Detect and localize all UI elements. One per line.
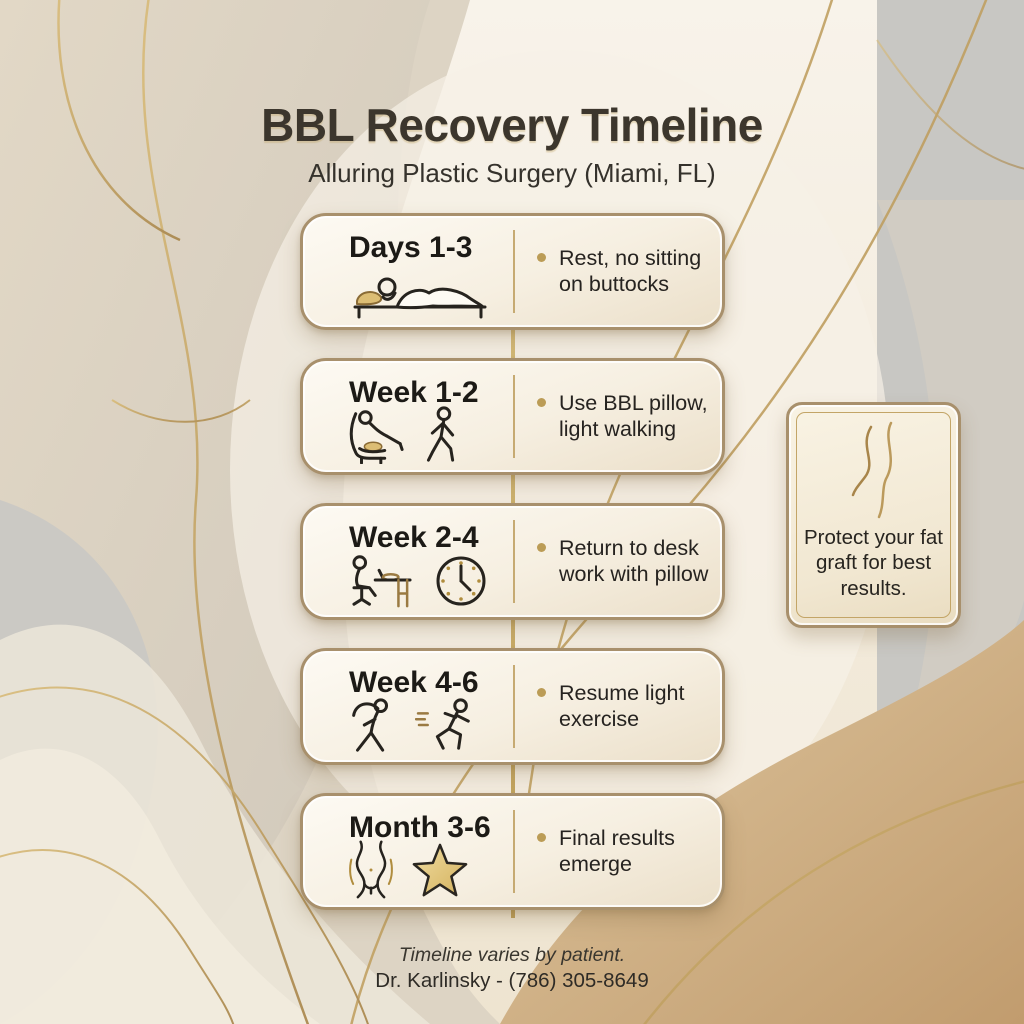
recliner-pillow-icon <box>345 406 407 464</box>
footer-disclaimer: Timeline varies by patient. <box>398 944 626 966</box>
note-text: Resume light exercise <box>559 681 685 731</box>
note-text: Final results emerge <box>559 826 675 876</box>
timeline-card-week-4-6 <box>300 648 725 765</box>
period-label: Week 4-6 <box>349 666 479 699</box>
body-curves-icon <box>838 421 910 521</box>
running-icon <box>415 696 481 754</box>
clock-icon <box>433 553 489 609</box>
bullet-dot <box>537 543 546 552</box>
period-label: Days 1-3 <box>349 231 473 264</box>
card-divider <box>513 375 515 458</box>
period-label: Month 3-6 <box>349 811 491 844</box>
desk-work-icon <box>345 551 419 609</box>
star-icon <box>411 843 469 899</box>
bullet-dot <box>537 688 546 697</box>
footer-contact: Dr. Karlinsky - (786) 305-8649 <box>375 969 649 992</box>
period-label: Week 2-4 <box>349 521 479 554</box>
note-text: Return to desk work with pillow <box>559 536 709 586</box>
card-divider <box>513 665 515 748</box>
bullet-dot <box>537 833 546 842</box>
side-tip-card <box>786 402 961 628</box>
stretching-icon <box>345 696 401 754</box>
timeline-card-week-1-2 <box>300 358 725 475</box>
timeline <box>300 213 725 910</box>
body-contour-icon <box>345 839 397 899</box>
period-label: Week 1-2 <box>349 376 479 409</box>
bed-rest-icon <box>345 267 495 319</box>
side-tip-text: Protect your fat graft for best results. <box>803 526 943 600</box>
bullet-dot <box>537 398 546 407</box>
timeline-card-week-2-4 <box>300 503 725 620</box>
card-divider <box>513 230 515 313</box>
walking-icon <box>421 406 463 464</box>
card-divider <box>513 810 515 893</box>
note-text: Rest, no sitting on buttocks <box>559 246 702 296</box>
page-subtitle: Alluring Plastic Surgery (Miami, FL) <box>308 158 716 188</box>
note-text: Use BBL pillow, light walking <box>559 391 708 441</box>
timeline-card-month-3-6 <box>300 793 725 910</box>
timeline-card-days-1-3 <box>300 213 725 330</box>
bullet-dot <box>537 253 546 262</box>
card-divider <box>513 520 515 603</box>
page-title: BBL Recovery Timeline <box>261 99 763 151</box>
